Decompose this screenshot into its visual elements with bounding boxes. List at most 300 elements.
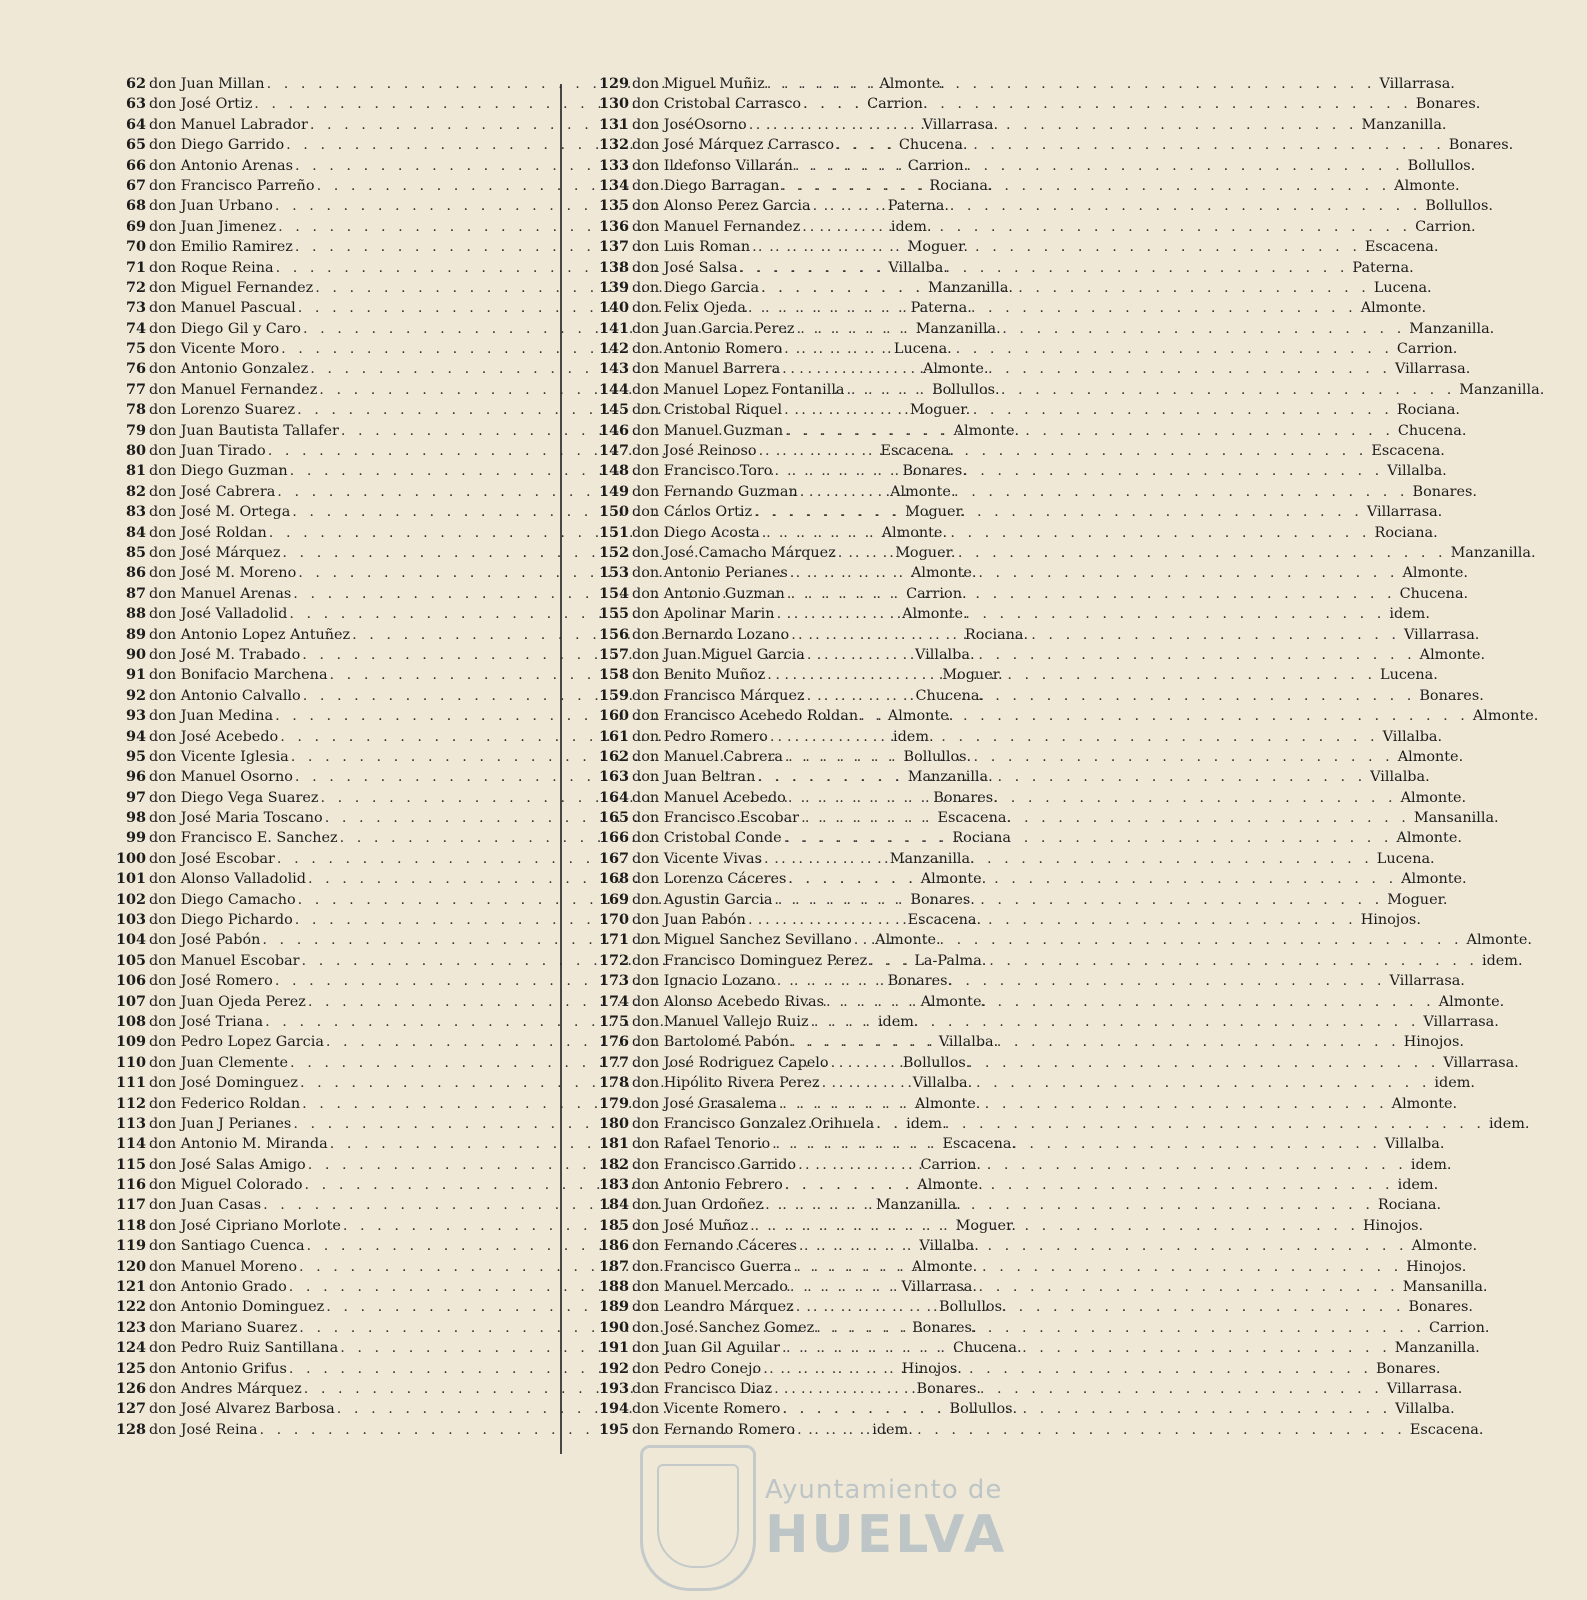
list-item	[595, 298, 1427, 318]
entry-place: Almonte.	[1419, 646, 1486, 663]
entry-number: 135	[598, 197, 629, 215]
entry-place: Almonte.	[1394, 177, 1460, 194]
entry-name: don José M. Trabado	[149, 646, 301, 663]
entry-place: Carrion.	[1415, 218, 1476, 235]
list-item	[595, 849, 1435, 869]
entry-number: 151	[598, 523, 629, 541]
entry-name: don Antonio Lopez Antuñez	[149, 626, 351, 643]
entry-number: 67	[125, 176, 146, 194]
entry-number: 94	[125, 727, 146, 745]
entry-place: Manzanilla.	[1394, 1340, 1480, 1357]
entry-place: Villalba.	[938, 1034, 999, 1051]
list-item	[595, 910, 1421, 930]
entry-place: Almonte.	[953, 422, 1020, 439]
list-item	[595, 74, 1455, 94]
entry-place: Almonte.	[917, 1177, 983, 1194]
dot-leader	[761, 1359, 1374, 1379]
entry-name: don Pedro Conejo	[632, 1360, 762, 1377]
entry-name: don Andres Márquez	[149, 1381, 302, 1397]
entry-name: don José Márquez Carrasco	[632, 137, 835, 154]
list-item	[595, 1216, 1424, 1236]
entry-place: Chucena.	[1399, 585, 1469, 602]
list-item	[595, 992, 1505, 1012]
list-item	[595, 1175, 1439, 1195]
entry-name: don Francisco Diaz	[632, 1381, 773, 1397]
entry-name: don Juan Miguel Garcia	[632, 646, 805, 663]
entry-name: don José Maria Toscano	[149, 810, 323, 827]
entry-number: 173	[598, 972, 629, 990]
entry-name: don Juan Gil Aguilar	[632, 1340, 780, 1357]
entry-number: 154	[598, 584, 629, 602]
entry-place: Almonte.	[1391, 1095, 1458, 1112]
entry-number: 70	[125, 238, 146, 256]
entry-number: 172	[598, 951, 629, 969]
dot-leader	[738, 258, 1351, 278]
entry-number: 97	[125, 788, 146, 806]
entry-number: 189	[598, 1298, 629, 1316]
entry-name: don José Valladolid	[149, 606, 288, 623]
list-item	[595, 1257, 1467, 1277]
entry-place: Hinojos.	[1403, 1034, 1464, 1051]
list-item	[595, 258, 1414, 278]
entry-number: 158	[598, 666, 629, 684]
dot-leader	[765, 74, 1378, 94]
entry-name: don Santiago Cuenca	[149, 1238, 305, 1255]
entry-name: don José Roldan	[149, 524, 267, 541]
entry-name: don Alonso Valladolid	[149, 871, 306, 888]
list-item	[595, 319, 1495, 339]
list-item	[595, 196, 1493, 216]
entry-number: 165	[598, 809, 629, 827]
entry-place: Moguer.	[895, 544, 956, 561]
entry-name: don Hipólito Rivera Perez	[632, 1075, 820, 1092]
entry-number: 167	[598, 849, 629, 867]
entry-name: don Miguel Colorado	[149, 1177, 303, 1194]
list-item	[595, 115, 1447, 135]
list-item	[595, 951, 1523, 971]
list-item	[595, 523, 1438, 543]
entry-number: 191	[598, 1339, 629, 1357]
entry-place: Almonte.	[914, 1095, 981, 1112]
entry-name: don Antonio Romero	[632, 341, 783, 358]
column-divider	[560, 84, 562, 1454]
entry-name: don Juan Clemente	[149, 1054, 289, 1071]
entry-place: Villalba.	[1387, 463, 1447, 480]
entry-name: don José Escobar	[149, 850, 275, 867]
entry-name: don Manuel Arenas	[149, 585, 292, 602]
entry-place: Bonares.	[887, 973, 953, 990]
entry-name: don Juan Jimenez	[149, 218, 277, 235]
entry-number: 84	[125, 523, 146, 541]
dot-leader	[780, 1338, 1393, 1358]
entry-name: don Juan Millan	[149, 76, 265, 92]
entry-place: Manzanilla.	[889, 850, 975, 867]
entry-name: don Fernando Romero	[632, 1421, 796, 1438]
entry-place: Carrion.	[920, 1156, 981, 1173]
entry-name: don Lorenzo Suarez	[149, 402, 296, 419]
entry-number: 112	[115, 1094, 146, 1112]
entry-name: don Manuel Lopez Fontanilla	[632, 381, 845, 398]
entry-number: 110	[115, 1053, 146, 1071]
dot-leader	[789, 1032, 1402, 1052]
entry-name: don Cristobal Carrasco	[632, 96, 802, 113]
entry-number: 164	[598, 788, 629, 806]
entry-number: 190	[598, 1318, 629, 1336]
watermark-line-2: HUELVA	[765, 1505, 1008, 1565]
entry-place: Almonte.	[1472, 708, 1539, 725]
list-item	[595, 890, 1448, 910]
entry-place: Almonte.	[911, 565, 977, 582]
entry-place: Carrion.	[1429, 1319, 1490, 1336]
entry-place: Almonte.	[879, 76, 945, 92]
list-item	[595, 94, 1481, 114]
list-item	[595, 747, 1464, 767]
entry-name: don Ignacio Lozano	[632, 973, 775, 990]
entry-name: don Juan Tirado	[149, 443, 266, 460]
entry-name: don Apolinar Marin	[632, 606, 775, 623]
entry-number: 133	[598, 156, 629, 174]
entry-number: 127	[115, 1400, 146, 1418]
entry-number: 85	[125, 543, 146, 561]
entry-name: don José Muñoz	[632, 1217, 749, 1234]
entry-number: 72	[125, 278, 146, 296]
dot-leader	[755, 767, 1368, 787]
entry-name: don Francisco Escobar	[632, 810, 800, 827]
list-item	[595, 645, 1486, 665]
list-item	[595, 1073, 1475, 1093]
entry-number: 137	[598, 238, 629, 256]
entry-number: 138	[598, 258, 629, 276]
entry-place: Rociana.	[1377, 1197, 1442, 1214]
entry-name: don Roque Reina	[149, 259, 274, 276]
entry-place: Mansanilla.	[1402, 1279, 1488, 1296]
entry-number: 76	[125, 360, 146, 378]
dot-leader	[775, 604, 1388, 624]
entry-place: Bonares.	[1412, 483, 1477, 500]
list-item	[595, 421, 1467, 441]
dot-leader	[770, 1134, 1383, 1154]
entry-name: don José Reinoso	[632, 443, 757, 460]
list-item	[595, 1012, 1499, 1032]
entry-number: 146	[598, 421, 629, 439]
entry-place: Almonte.	[920, 993, 987, 1010]
entry-name: don José Salas Amigo	[149, 1156, 306, 1173]
list-item	[595, 1318, 1490, 1338]
entry-name: don José M. Moreno	[149, 565, 297, 582]
entry-number: 136	[598, 217, 629, 235]
entry-place: Chucena.	[898, 137, 968, 154]
entry-place: Villarrasa.	[1394, 361, 1471, 378]
entry-number: 105	[115, 951, 146, 969]
entry-name: don Bartolomé Pabón	[632, 1034, 789, 1051]
entry-name: don Diego Pichardo	[149, 912, 293, 929]
entry-name: don Pedro Lopez Garcia	[149, 1034, 324, 1051]
list-item	[595, 502, 1443, 522]
entry-number: 111	[115, 1074, 146, 1092]
entry-place: Bonares.	[902, 463, 967, 480]
entry-number: 63	[125, 95, 146, 113]
entry-number: 162	[598, 747, 629, 765]
entry-name: don Diego Gil y Caro	[149, 320, 301, 337]
entry-number: 144	[598, 380, 629, 398]
entry-place: Almonte.	[1402, 565, 1468, 582]
entry-name: don José Rodriguez Capelo	[632, 1054, 829, 1071]
entry-place: Carrion.	[1396, 341, 1458, 358]
entry-place: idem.	[1481, 952, 1523, 969]
entry-place: Bonares.	[912, 1319, 977, 1336]
entry-name: don Luis Roman	[632, 239, 751, 256]
entry-number: 62	[125, 75, 146, 92]
dot-leader	[782, 828, 1395, 848]
entry-number: 183	[598, 1176, 629, 1194]
entry-place: Almonte.	[875, 932, 941, 949]
entry-name: don Antonio Calvallo	[149, 687, 301, 704]
entry-number: 92	[125, 686, 146, 704]
dot-leader	[788, 563, 1401, 583]
entry-name: don Manuel Osorno	[149, 769, 293, 786]
entry-number: 65	[125, 136, 146, 154]
list-item	[595, 788, 1467, 808]
entry-number: 143	[598, 360, 629, 378]
entry-place: Chucena.	[952, 1340, 1022, 1357]
entry-name: don Cárlos Ortiz	[632, 504, 753, 521]
list-item	[595, 1359, 1441, 1379]
entry-place: Paterna.	[887, 198, 949, 215]
entry-number: 114	[115, 1135, 146, 1153]
entry-place: Villalba.	[919, 1238, 979, 1255]
dot-leader	[788, 1277, 1401, 1297]
entry-number: 120	[115, 1257, 146, 1275]
entry-place: Carrion.	[867, 96, 928, 113]
entry-place: Bonares.	[916, 1381, 981, 1397]
entry-name: don Benito Muñoz	[632, 667, 766, 684]
entry-place: Rociana.	[929, 177, 993, 194]
entry-number: 131	[598, 115, 629, 133]
entry-name: don Francisco E. Sanchez	[149, 830, 338, 847]
entry-place: idem.	[1488, 1115, 1530, 1132]
list-item	[595, 625, 1480, 645]
dot-leader	[874, 1114, 1487, 1134]
entry-place: Carrion.	[906, 585, 967, 602]
entry-number: 121	[115, 1278, 146, 1296]
entry-number: 115	[115, 1155, 146, 1173]
entry-name: don Juan Urbano	[149, 198, 273, 215]
entry-number: 109	[115, 1033, 146, 1051]
list-item	[595, 217, 1476, 237]
entry-name: don Diego Vega Suarez	[149, 789, 319, 806]
dot-leader	[746, 298, 1359, 318]
entry-place: Almonte.	[887, 708, 954, 725]
list-item	[595, 828, 1462, 848]
dot-leader	[780, 359, 1393, 379]
entry-name: don Francisco Márquez	[632, 687, 805, 704]
list-item	[595, 400, 1461, 420]
entry-place: Manzanilla.	[1450, 544, 1536, 561]
dot-leader	[805, 686, 1418, 706]
entry-place: idem.	[906, 1115, 947, 1132]
entry-number: 66	[125, 156, 146, 174]
dot-leader	[789, 625, 1402, 645]
dot-leader	[780, 1399, 1393, 1419]
entry-place: Lucena.	[1373, 279, 1432, 296]
entry-number: 107	[115, 992, 146, 1010]
entry-number: 130	[598, 95, 629, 113]
entry-number: 101	[115, 870, 146, 888]
entry-number: 87	[125, 584, 146, 602]
entry-name: don Bernardo Lozano	[632, 626, 790, 643]
entry-name: don Diego Camacho	[149, 891, 296, 908]
entry-name: don José Alvarez Barbosa	[149, 1401, 335, 1418]
entry-number: 128	[115, 1420, 146, 1438]
entry-name: don José Cabrera	[149, 483, 276, 500]
entry-number: 155	[598, 605, 629, 623]
entry-place: Almonte.	[920, 871, 987, 888]
list-item	[595, 1297, 1473, 1317]
entry-number: 161	[598, 727, 629, 745]
entry-name: don Manuel Pascual	[149, 300, 296, 317]
watermark-line-1: Ayuntamiento de	[765, 1475, 1003, 1505]
entry-name: don Ildefonso Villarán	[632, 157, 793, 174]
entry-number: 153	[598, 564, 629, 582]
dot-leader	[777, 1094, 1390, 1114]
dot-leader	[834, 135, 1447, 155]
entry-number: 73	[125, 299, 146, 317]
entry-name: don Manuel Barrera	[632, 361, 781, 378]
entry-place: Manzanilla.	[907, 769, 993, 786]
entry-name: don José Cipriano Morlote	[149, 1217, 341, 1234]
entry-place: Moguer.	[907, 239, 968, 256]
list-item	[595, 1399, 1455, 1419]
entry-number: 119	[115, 1237, 146, 1255]
entry-place: Hinojos.	[1360, 912, 1421, 929]
entry-name: don José M. Ortega	[149, 504, 291, 521]
entry-place: Villalba.	[1370, 769, 1430, 786]
entry-name: don Diego Garrido	[149, 137, 285, 154]
entry-number: 71	[125, 258, 146, 276]
entry-place: Almonte.	[1438, 993, 1505, 1010]
dot-leader	[779, 176, 1392, 196]
dot-leader	[752, 502, 1365, 522]
entry-name: don Manuel Fernandez	[149, 381, 318, 398]
entry-name: don Fernando Guzman	[632, 483, 798, 500]
entry-number: 78	[125, 401, 146, 419]
entry-number: 179	[598, 1094, 629, 1112]
entry-place: Moguer.	[909, 402, 971, 419]
entry-name: don José Ortiz	[149, 96, 253, 113]
dot-leader	[814, 1318, 1427, 1338]
entry-name: don Manuel Fernandez	[632, 218, 801, 235]
dot-leader	[768, 727, 1381, 747]
dot-leader	[748, 1216, 1361, 1236]
entry-name: don Juan Ordoñez	[632, 1197, 764, 1214]
list-item	[595, 482, 1477, 502]
entry-place: Bonares.	[1419, 687, 1484, 704]
watermark	[640, 1445, 1020, 1595]
dot-leader	[811, 196, 1424, 216]
entry-name: don Manuel Moreno	[149, 1258, 297, 1275]
entry-name: don Juan Pabón	[632, 912, 746, 929]
entry-place: Almonte.	[890, 483, 956, 500]
entry-number: 132	[598, 136, 629, 154]
list-item	[595, 543, 1536, 563]
entry-name: don Antonio Guzman	[632, 585, 785, 602]
list-item	[595, 237, 1439, 257]
entry-number: 171	[598, 931, 629, 949]
entry-name: don Manuel Guzman	[632, 422, 784, 439]
entry-place: Almonte.	[1397, 748, 1464, 765]
entry-name: don Vicente Vivas	[632, 850, 763, 867]
entry-name: don Vicente Moro	[149, 341, 280, 358]
entry-name: don Vicente Iglesia	[149, 748, 289, 765]
list-item	[595, 604, 1430, 624]
entry-number: 152	[598, 543, 629, 561]
entry-place: Manzanilla.	[875, 1197, 961, 1214]
list-item	[595, 1195, 1442, 1215]
entry-place: Bollullos.	[949, 1401, 1018, 1418]
dot-leader	[809, 1012, 1422, 1032]
entry-place: La-Palma.	[914, 952, 987, 969]
entry-place: Paterna.	[910, 300, 972, 317]
entry-number: 160	[598, 707, 629, 725]
entry-number: 123	[115, 1318, 146, 1336]
dot-leader	[783, 421, 1396, 441]
entry-name: don Miguel Sanchez Sevillano	[632, 932, 852, 949]
entry-name: don Manuel Vallejo Ruiz	[632, 1013, 809, 1030]
entry-number: 140	[598, 299, 629, 317]
entry-place: Almonte.	[881, 524, 948, 541]
entry-number: 68	[125, 197, 146, 215]
entry-number: 176	[598, 1033, 629, 1051]
entry-number: 180	[598, 1114, 629, 1132]
entry-number: 156	[598, 625, 629, 643]
entry-place: idem.	[1434, 1075, 1475, 1092]
entry-place: idem.	[1410, 1156, 1452, 1173]
entry-name: don Lorenzo Cáceres	[632, 871, 787, 888]
entry-number: 75	[125, 340, 146, 358]
entry-place: Villarrasa.	[1389, 973, 1465, 990]
entry-place: Moguer.	[955, 1217, 1016, 1234]
entry-place: Bollullos.	[902, 1054, 971, 1071]
entry-number: 74	[125, 319, 146, 337]
dot-leader	[797, 1236, 1410, 1256]
entry-place: Escacena.	[1371, 443, 1445, 460]
entry-number: 81	[125, 462, 146, 480]
entry-place: Villarrasa.	[1403, 626, 1480, 643]
entry-place: idem.	[872, 1421, 913, 1438]
list-item	[595, 563, 1468, 583]
entry-name: don José Márquez	[149, 544, 281, 561]
entry-name: don Manuel Labrador	[149, 116, 308, 133]
entry-place: Rociana.	[1396, 402, 1461, 419]
entry-place: Bonares.	[933, 789, 998, 806]
entry-number: 178	[598, 1074, 629, 1092]
dot-leader	[795, 1420, 1408, 1440]
dot-leader	[858, 706, 1471, 726]
dot-leader	[785, 584, 1398, 604]
entry-number: 150	[598, 503, 629, 521]
entry-number: 117	[115, 1196, 146, 1214]
entry-number: 194	[598, 1400, 629, 1418]
entry-number: 182	[598, 1155, 629, 1173]
entry-place: Almonte.	[911, 1258, 978, 1275]
entry-name: don Juan Casas	[149, 1197, 262, 1214]
entry-place: Villalba.	[1382, 728, 1443, 745]
dot-leader	[829, 1053, 1442, 1073]
entry-name: don Francisco Garrido	[632, 1156, 797, 1173]
entry-name: don Antonio Arenas	[149, 157, 293, 174]
entry-place: Villalba.	[915, 646, 975, 663]
entry-place: Almonte.	[1400, 789, 1467, 806]
